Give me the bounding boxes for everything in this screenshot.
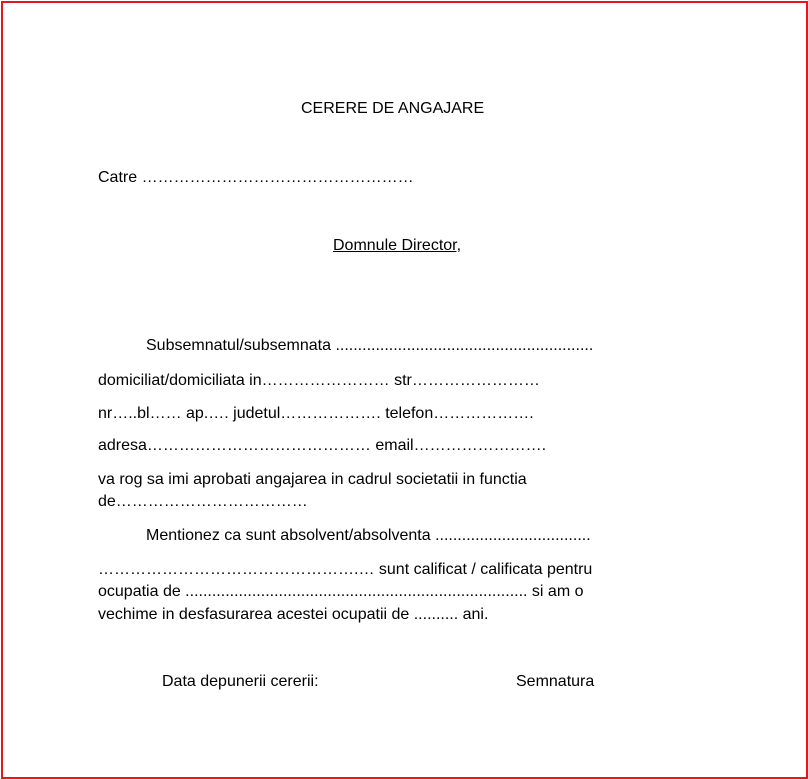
body-line-name: Subsemnatul/subsemnata .......................................................... (146, 337, 594, 354)
body-line-request: va rog sa imi aprobati angajarea in cadrul societatii in functia (98, 471, 527, 488)
document-title: CERERE DE ANGAJARE (301, 100, 485, 117)
body-line-address-email: adresa…………………………………… email……………………. (98, 437, 547, 454)
date-label: Data depunerii cererii: (162, 673, 319, 690)
salutation: Domnule Director, (333, 237, 462, 254)
body-line-occupation: ocupatia de ............................................................................. si am o (98, 583, 584, 600)
body-line-address-details: nr…..bl…… ap.…. judetul………………. telefon………………. (98, 405, 534, 422)
document-page (1, 1, 808, 779)
body-line-experience: vechime in desfasurarea acestei ocupatii de .......... ani. (98, 606, 489, 623)
body-line-qualified: ………………………………………….… sunt calificat / calificata pentru (98, 561, 593, 578)
body-line-position: de……………………………… (98, 493, 308, 510)
signature-label: Semnatura (516, 673, 595, 690)
recipient-line: Catre …………………………………………… (98, 169, 414, 186)
body-line-graduate: Mentionez ca sunt absolvent/absolventa ................................... (146, 527, 591, 544)
body-line-residence: domiciliat/domiciliata in…………………… str…………………… (98, 372, 540, 389)
